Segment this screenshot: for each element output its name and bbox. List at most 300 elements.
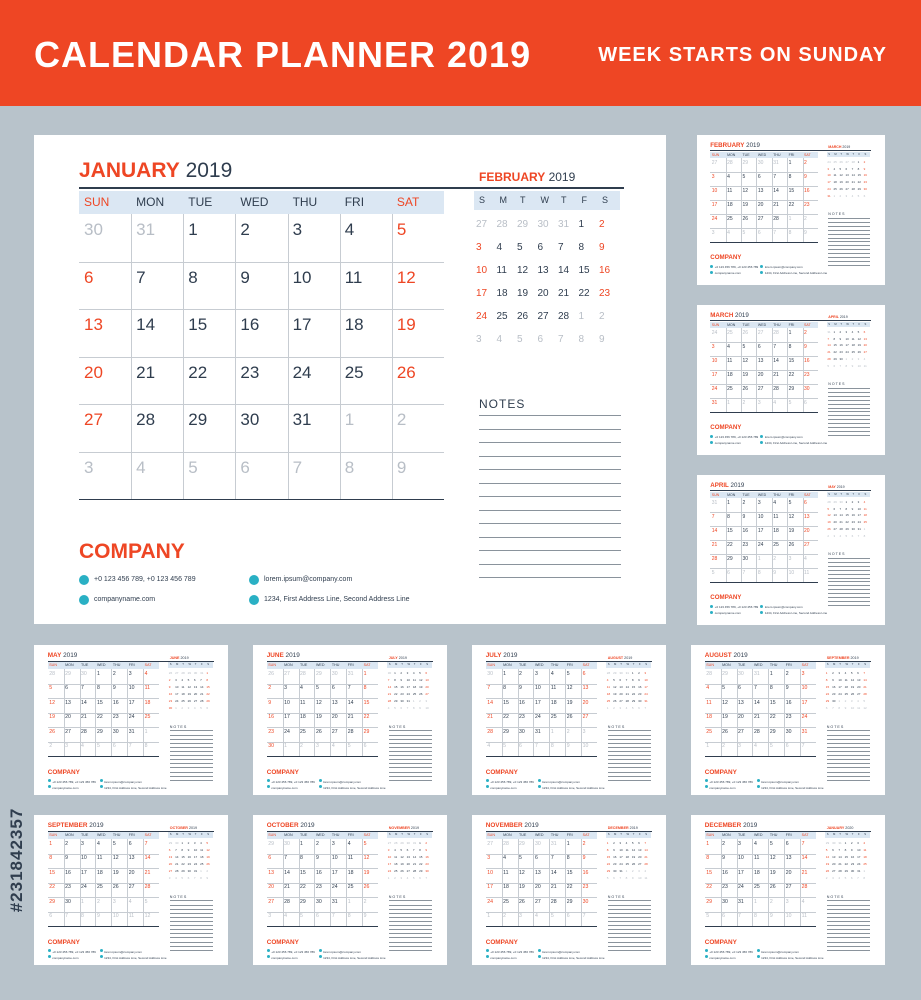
mini-day-number: 14 <box>838 854 842 859</box>
mini-day-number: 3 <box>476 242 482 253</box>
weekday-header <box>486 662 597 669</box>
mini-day-number: 5 <box>412 875 415 880</box>
mini-day-number: 14 <box>827 343 831 348</box>
day-number: 18 <box>773 528 779 535</box>
mini-day-number: 5 <box>517 242 523 253</box>
day-number: 27 <box>268 898 274 905</box>
notes-line <box>389 743 432 744</box>
day-number: 1 <box>49 840 53 847</box>
mini-day-number: 6 <box>400 705 403 710</box>
day-number: 31 <box>534 728 541 735</box>
mini-day-number: 6 <box>537 242 544 253</box>
mini-day-number: 3 <box>175 677 177 682</box>
grid-row-line <box>710 582 818 583</box>
day-number: 7 <box>487 685 491 692</box>
mini-day-number: 9 <box>839 336 842 341</box>
day-number: 20 <box>268 884 274 891</box>
mini-weekday-label: S <box>479 195 486 205</box>
day-number: 8 <box>769 685 773 692</box>
mini-weekday-label: W <box>846 152 849 156</box>
day-number: 27 <box>711 160 718 167</box>
day-number: 11 <box>801 913 808 920</box>
day-number: 3 <box>331 840 335 847</box>
mini-day-number: 8 <box>845 506 848 511</box>
day-number: 9 <box>722 855 726 862</box>
email-icon <box>760 605 763 608</box>
page-subtitle: WEEK STARTS ON SUNDAY <box>598 44 887 66</box>
day-number: 5 <box>300 913 303 920</box>
day-number: 30 <box>284 840 290 847</box>
mini-day-number: 28 <box>200 698 204 703</box>
day-number: 13 <box>757 188 764 195</box>
mini-day-number: 22 <box>606 861 611 866</box>
date-grid <box>486 669 597 756</box>
month-year: 2019 <box>87 822 104 830</box>
mini-day-number: 1 <box>845 499 848 504</box>
company-address: 1234, First Address Line, Second Address Line <box>104 955 167 960</box>
calendar-page-july <box>472 645 666 795</box>
weekday-header <box>710 152 818 159</box>
day-number: 28 <box>550 898 557 905</box>
weekday-label: WED <box>753 833 763 838</box>
month-name: JUNE <box>266 652 284 660</box>
mini-day-number: 2 <box>394 875 396 880</box>
mini-day-number: 21 <box>839 520 843 525</box>
mini-day-number: 27 <box>863 350 867 355</box>
mini-day-number: 1 <box>863 868 866 873</box>
notes-label: NOTES <box>828 212 846 217</box>
mini-day-number: 17 <box>857 513 861 518</box>
mini-day-number: 19 <box>827 520 831 525</box>
mini-day-number: 5 <box>631 840 634 845</box>
phone-icon <box>486 779 489 782</box>
day-number: 5 <box>188 457 198 477</box>
notes-line <box>389 937 432 938</box>
mini-month-title <box>389 656 407 660</box>
mini-day-number: 30 <box>406 840 410 845</box>
mini-day-number: 28 <box>606 670 611 675</box>
day-number: 5 <box>711 570 715 577</box>
day-number: 28 <box>347 728 354 735</box>
day-number: 25 <box>550 714 557 721</box>
mini-weekday-label: W <box>846 492 849 496</box>
mini-day-number: 28 <box>851 186 855 191</box>
day-number: 20 <box>128 869 135 876</box>
notes-line <box>828 558 870 559</box>
mini-day-number: 27 <box>537 311 549 322</box>
mini-day-number: 3 <box>619 840 622 845</box>
mini-day-number: 25 <box>412 691 417 696</box>
phone-icon <box>267 779 270 782</box>
notes-label: NOTES <box>828 552 846 557</box>
day-number: 5 <box>96 743 100 750</box>
location-icon <box>760 611 763 614</box>
day-number: 31 <box>753 670 760 677</box>
phone-icon <box>48 949 51 952</box>
notes-line <box>827 735 870 736</box>
mini-day-number: 3 <box>832 875 834 880</box>
mini-day-number: 21 <box>851 180 855 185</box>
calendar-page-april <box>697 475 885 625</box>
weekday-label: SUN <box>268 833 276 838</box>
mini-weekday-label: S <box>864 322 867 326</box>
mini-day-number: 19 <box>400 861 404 866</box>
mini-day-number: 26 <box>400 868 404 873</box>
mini-day-number: 23 <box>168 698 173 703</box>
mini-day-number: 21 <box>200 691 204 696</box>
mini-weekday-label: T <box>413 833 416 837</box>
notes-line <box>608 751 651 752</box>
day-number: 10 <box>128 685 135 692</box>
email-icon <box>760 435 763 438</box>
mini-day-number: 8 <box>863 875 866 880</box>
mini-day-number: 1 <box>175 705 177 710</box>
weekday-label: THU <box>773 152 781 157</box>
email-icon <box>319 779 322 782</box>
mini-weekday-label: F <box>857 663 860 667</box>
day-number: 14 <box>753 699 760 706</box>
mini-weekday-label: W <box>188 833 192 837</box>
weekday-label: SAT <box>582 833 590 838</box>
day-number: 16 <box>742 528 749 535</box>
notes-line <box>827 917 870 918</box>
day-number: 9 <box>363 913 367 920</box>
day-number: 19 <box>769 869 776 876</box>
mini-day-number: 6 <box>537 334 544 345</box>
calendar-page-november <box>472 815 666 965</box>
notes-line <box>479 523 621 524</box>
grid-row-line <box>48 756 159 757</box>
mini-day-number: 4 <box>406 875 409 880</box>
day-number: 7 <box>773 230 777 237</box>
mini-day-number: 15 <box>578 265 590 276</box>
mini-day-number: 13 <box>425 677 429 682</box>
company-website: companyname.com <box>490 785 517 790</box>
mini-day-number: 1 <box>844 840 847 845</box>
mini-day-number: 10 <box>845 336 849 341</box>
mini-day-number: 27 <box>845 159 849 164</box>
calendar-page-march <box>697 305 885 455</box>
company-website: companyname.com <box>714 610 741 615</box>
day-number: 24 <box>487 898 493 905</box>
day-number: 30 <box>742 556 749 563</box>
day-number: 11 <box>727 188 733 195</box>
month-title <box>710 312 749 319</box>
globe-icon <box>705 955 708 958</box>
date-grid <box>79 214 444 499</box>
location-icon <box>760 271 763 274</box>
notes-line <box>170 739 213 740</box>
company-email: lorem.ipsum@company.com <box>764 265 803 270</box>
mini-day-number: 1 <box>631 670 634 675</box>
mini-day-number: 22 <box>394 691 398 696</box>
month-year: 2019 <box>728 482 745 490</box>
notes-line <box>170 909 213 910</box>
day-number: 28 <box>711 556 718 563</box>
mini-day-number: 30 <box>175 840 179 845</box>
mini-day-number: 30 <box>863 186 867 191</box>
day-number: 10 <box>711 188 718 195</box>
mini-day-number: 14 <box>558 265 570 276</box>
mini-day-number: 11 <box>496 265 507 276</box>
mini-day-number: 10 <box>857 847 861 852</box>
day-number: 2 <box>65 840 69 847</box>
weekday-label: WED <box>96 663 106 668</box>
notes-line <box>828 396 870 397</box>
mini-day-number: 4 <box>387 705 390 710</box>
email-icon <box>757 779 760 782</box>
day-number: 14 <box>144 855 151 862</box>
day-number: 17 <box>711 202 718 209</box>
weekday-label: TUE <box>742 492 750 497</box>
day-number: 30 <box>487 670 493 677</box>
globe-icon <box>48 955 51 958</box>
notes-line <box>828 408 870 409</box>
notes-line <box>389 767 432 768</box>
day-number: 4 <box>801 898 805 905</box>
mini-day-number: 5 <box>206 840 209 845</box>
month-year: 2019 <box>179 159 233 182</box>
mini-day-number: 8 <box>181 847 184 852</box>
weekday-header <box>267 832 378 839</box>
mini-month-title <box>828 145 850 149</box>
day-number: 6 <box>534 855 538 862</box>
day-number: 28 <box>136 410 156 429</box>
day-number: 6 <box>519 743 522 750</box>
mini-day-number: 24 <box>619 861 623 866</box>
mini-day-number: 26 <box>839 159 843 164</box>
mini-day-number: 9 <box>187 847 190 852</box>
mini-day-number: 13 <box>537 265 549 276</box>
day-number: 6 <box>757 174 761 181</box>
notes-line <box>828 574 870 575</box>
mini-day-number: 23 <box>850 861 855 866</box>
company-website: companyname.com <box>490 955 517 960</box>
mini-day-number: 24 <box>857 861 861 866</box>
mini-day-number: 1 <box>206 670 209 675</box>
mini-weekday-label: M <box>832 833 836 837</box>
day-number: 7 <box>773 344 777 351</box>
company-website: companyname.com <box>94 596 156 603</box>
globe-icon <box>710 611 713 614</box>
day-number: 8 <box>550 743 554 750</box>
day-number: 13 <box>128 855 135 862</box>
day-number: 27 <box>128 884 135 891</box>
mini-day-number: 29 <box>206 698 210 703</box>
mini-day-number: 2 <box>851 356 854 361</box>
notes-line <box>608 780 651 781</box>
company-phone: +0 123 456 789, +0 123 456 789 <box>271 949 315 954</box>
globe-icon <box>486 955 489 958</box>
mini-weekday-header <box>606 832 651 838</box>
mini-weekday-label: S <box>388 663 391 667</box>
mini-day-number: 27 <box>193 698 198 703</box>
day-number: 11 <box>804 570 810 577</box>
day-number: 24 <box>757 542 764 549</box>
company-website: companyname.com <box>709 955 736 960</box>
mini-day-number: 5 <box>850 670 853 675</box>
day-number: 8 <box>49 855 53 862</box>
mini-day-number: 26 <box>517 311 529 322</box>
mini-day-number: 29 <box>833 499 837 504</box>
weekday-header <box>267 662 378 669</box>
mini-day-number: 1 <box>625 868 628 873</box>
day-number: 2 <box>112 670 116 677</box>
day-number: 11 <box>347 855 354 862</box>
mini-month-year: 2019 <box>187 825 198 830</box>
mini-day-number: 1 <box>387 875 390 880</box>
mini-day-number: 27 <box>175 670 179 675</box>
day-number: 18 <box>727 372 733 379</box>
mini-day-number: 31 <box>619 868 623 873</box>
mini-day-number: 27 <box>476 219 488 230</box>
weekday-label: SUN <box>84 195 110 209</box>
day-number: 24 <box>81 884 87 891</box>
mini-day-number: 7 <box>857 875 859 880</box>
mini-day-number: 2 <box>638 670 640 675</box>
weekday-label: WED <box>757 152 767 157</box>
mini-day-number: 3 <box>833 533 836 538</box>
mini-day-number: 19 <box>631 854 636 859</box>
company-email: lorem.ipsum@company.com <box>761 779 799 784</box>
company-name: COMPANY <box>485 938 518 946</box>
mini-day-number: 30 <box>537 219 549 230</box>
phone-icon <box>710 265 713 268</box>
date-grid <box>486 839 597 926</box>
mini-day-number: 16 <box>638 684 642 689</box>
day-number: 23 <box>804 372 810 379</box>
day-number: 20 <box>804 528 810 535</box>
day-number: 2 <box>582 840 586 847</box>
day-number: 7 <box>128 743 132 750</box>
calendar-page-october <box>253 815 447 965</box>
mini-day-number: 29 <box>825 840 830 845</box>
weekday-label: TUE <box>738 833 746 838</box>
day-number: 20 <box>757 372 764 379</box>
day-number: 4 <box>96 840 100 847</box>
notes-line <box>479 442 621 443</box>
mini-day-number: 18 <box>844 684 848 689</box>
globe-icon <box>267 955 270 958</box>
day-number: 14 <box>284 869 290 876</box>
weekday-header <box>710 322 818 329</box>
mini-day-number: 4 <box>844 670 847 675</box>
mini-day-number: 2 <box>400 670 403 675</box>
day-number: 4 <box>331 743 335 750</box>
mini-day-number: 3 <box>619 705 622 710</box>
weekday-label: FRI <box>785 663 792 668</box>
mini-day-number: 20 <box>857 684 861 689</box>
company-email: lorem.ipsum@company.com <box>764 435 803 440</box>
mini-day-number: 10 <box>387 854 392 859</box>
mini-day-number: 6 <box>825 705 828 710</box>
mini-day-number: 6 <box>638 840 640 845</box>
mini-day-number: 22 <box>833 350 837 355</box>
company-website: companyname.com <box>714 270 741 275</box>
notes-line <box>389 735 432 736</box>
day-number: 1 <box>344 410 355 429</box>
mini-day-number: 1 <box>578 311 585 322</box>
weekday-label: MON <box>727 492 736 497</box>
notes-line <box>608 900 651 901</box>
mini-day-number: 28 <box>394 840 398 845</box>
weekday-label: SUN <box>711 492 720 497</box>
mini-day-number: 9 <box>599 242 605 253</box>
day-number: 28 <box>706 670 712 677</box>
mini-day-number: 3 <box>857 499 860 504</box>
month-name: NOVEMBER <box>485 822 523 830</box>
notes-line <box>170 735 213 736</box>
notes-line <box>608 747 651 748</box>
day-number: 31 <box>347 670 354 677</box>
notes-line <box>479 429 621 430</box>
date-grid <box>48 839 159 926</box>
weekday-label: MON <box>503 663 512 668</box>
mini-day-number: 11 <box>833 173 837 178</box>
mini-weekday-label: T <box>401 833 403 837</box>
mini-day-number: 22 <box>631 691 636 696</box>
mini-day-number: 26 <box>613 698 617 703</box>
day-number: 19 <box>722 714 728 721</box>
mini-day-number: 2 <box>839 329 842 334</box>
mini-day-number: 26 <box>850 691 855 696</box>
mini-day-number: 2 <box>844 698 847 703</box>
weekday-label: MON <box>503 833 512 838</box>
notes-line <box>828 253 870 254</box>
notes-line <box>608 772 651 773</box>
mini-weekday-label: T <box>852 492 855 496</box>
mini-day-number: 28 <box>558 311 570 322</box>
mini-day-number: 9 <box>168 684 171 689</box>
location-icon <box>100 955 103 958</box>
calendar-page-february <box>697 135 885 285</box>
day-number: 12 <box>49 699 55 706</box>
mini-day-number: 4 <box>175 875 177 880</box>
mini-day-number: 7 <box>193 875 196 880</box>
mini-day-number: 23 <box>832 691 836 696</box>
day-number: 6 <box>757 230 761 237</box>
day-number: 7 <box>582 913 586 920</box>
day-number: 18 <box>344 315 364 334</box>
notes-line <box>608 763 651 764</box>
weekday-label: THU <box>773 322 781 327</box>
day-number: 30 <box>112 728 119 735</box>
mini-weekday-label: S <box>169 833 172 837</box>
company-email: lorem.ipsum@company.com <box>264 576 353 583</box>
mini-day-number: 21 <box>838 861 842 866</box>
mini-month-year: 2019 <box>545 170 576 184</box>
grid-row-line <box>79 452 444 453</box>
day-number: 15 <box>706 869 712 876</box>
day-number: 19 <box>566 699 573 706</box>
day-number: 11 <box>128 913 135 920</box>
mini-weekday-label: T <box>851 663 854 667</box>
day-number: 2 <box>315 840 319 847</box>
day-number: 28 <box>487 728 493 735</box>
day-number: 19 <box>315 714 322 721</box>
company-website: companyname.com <box>714 440 741 445</box>
mini-day-number: 25 <box>833 186 837 191</box>
weekday-label: SUN <box>487 833 495 838</box>
day-number: 3 <box>284 685 288 692</box>
mini-day-number: 4 <box>863 356 866 361</box>
day-number: 2 <box>396 410 407 429</box>
mini-day-number: 10 <box>838 677 842 682</box>
mini-day-number: 5 <box>844 875 847 880</box>
month-name: DECEMBER <box>704 822 742 830</box>
day-number: 2 <box>519 670 522 677</box>
mini-day-number: 7 <box>558 334 564 345</box>
